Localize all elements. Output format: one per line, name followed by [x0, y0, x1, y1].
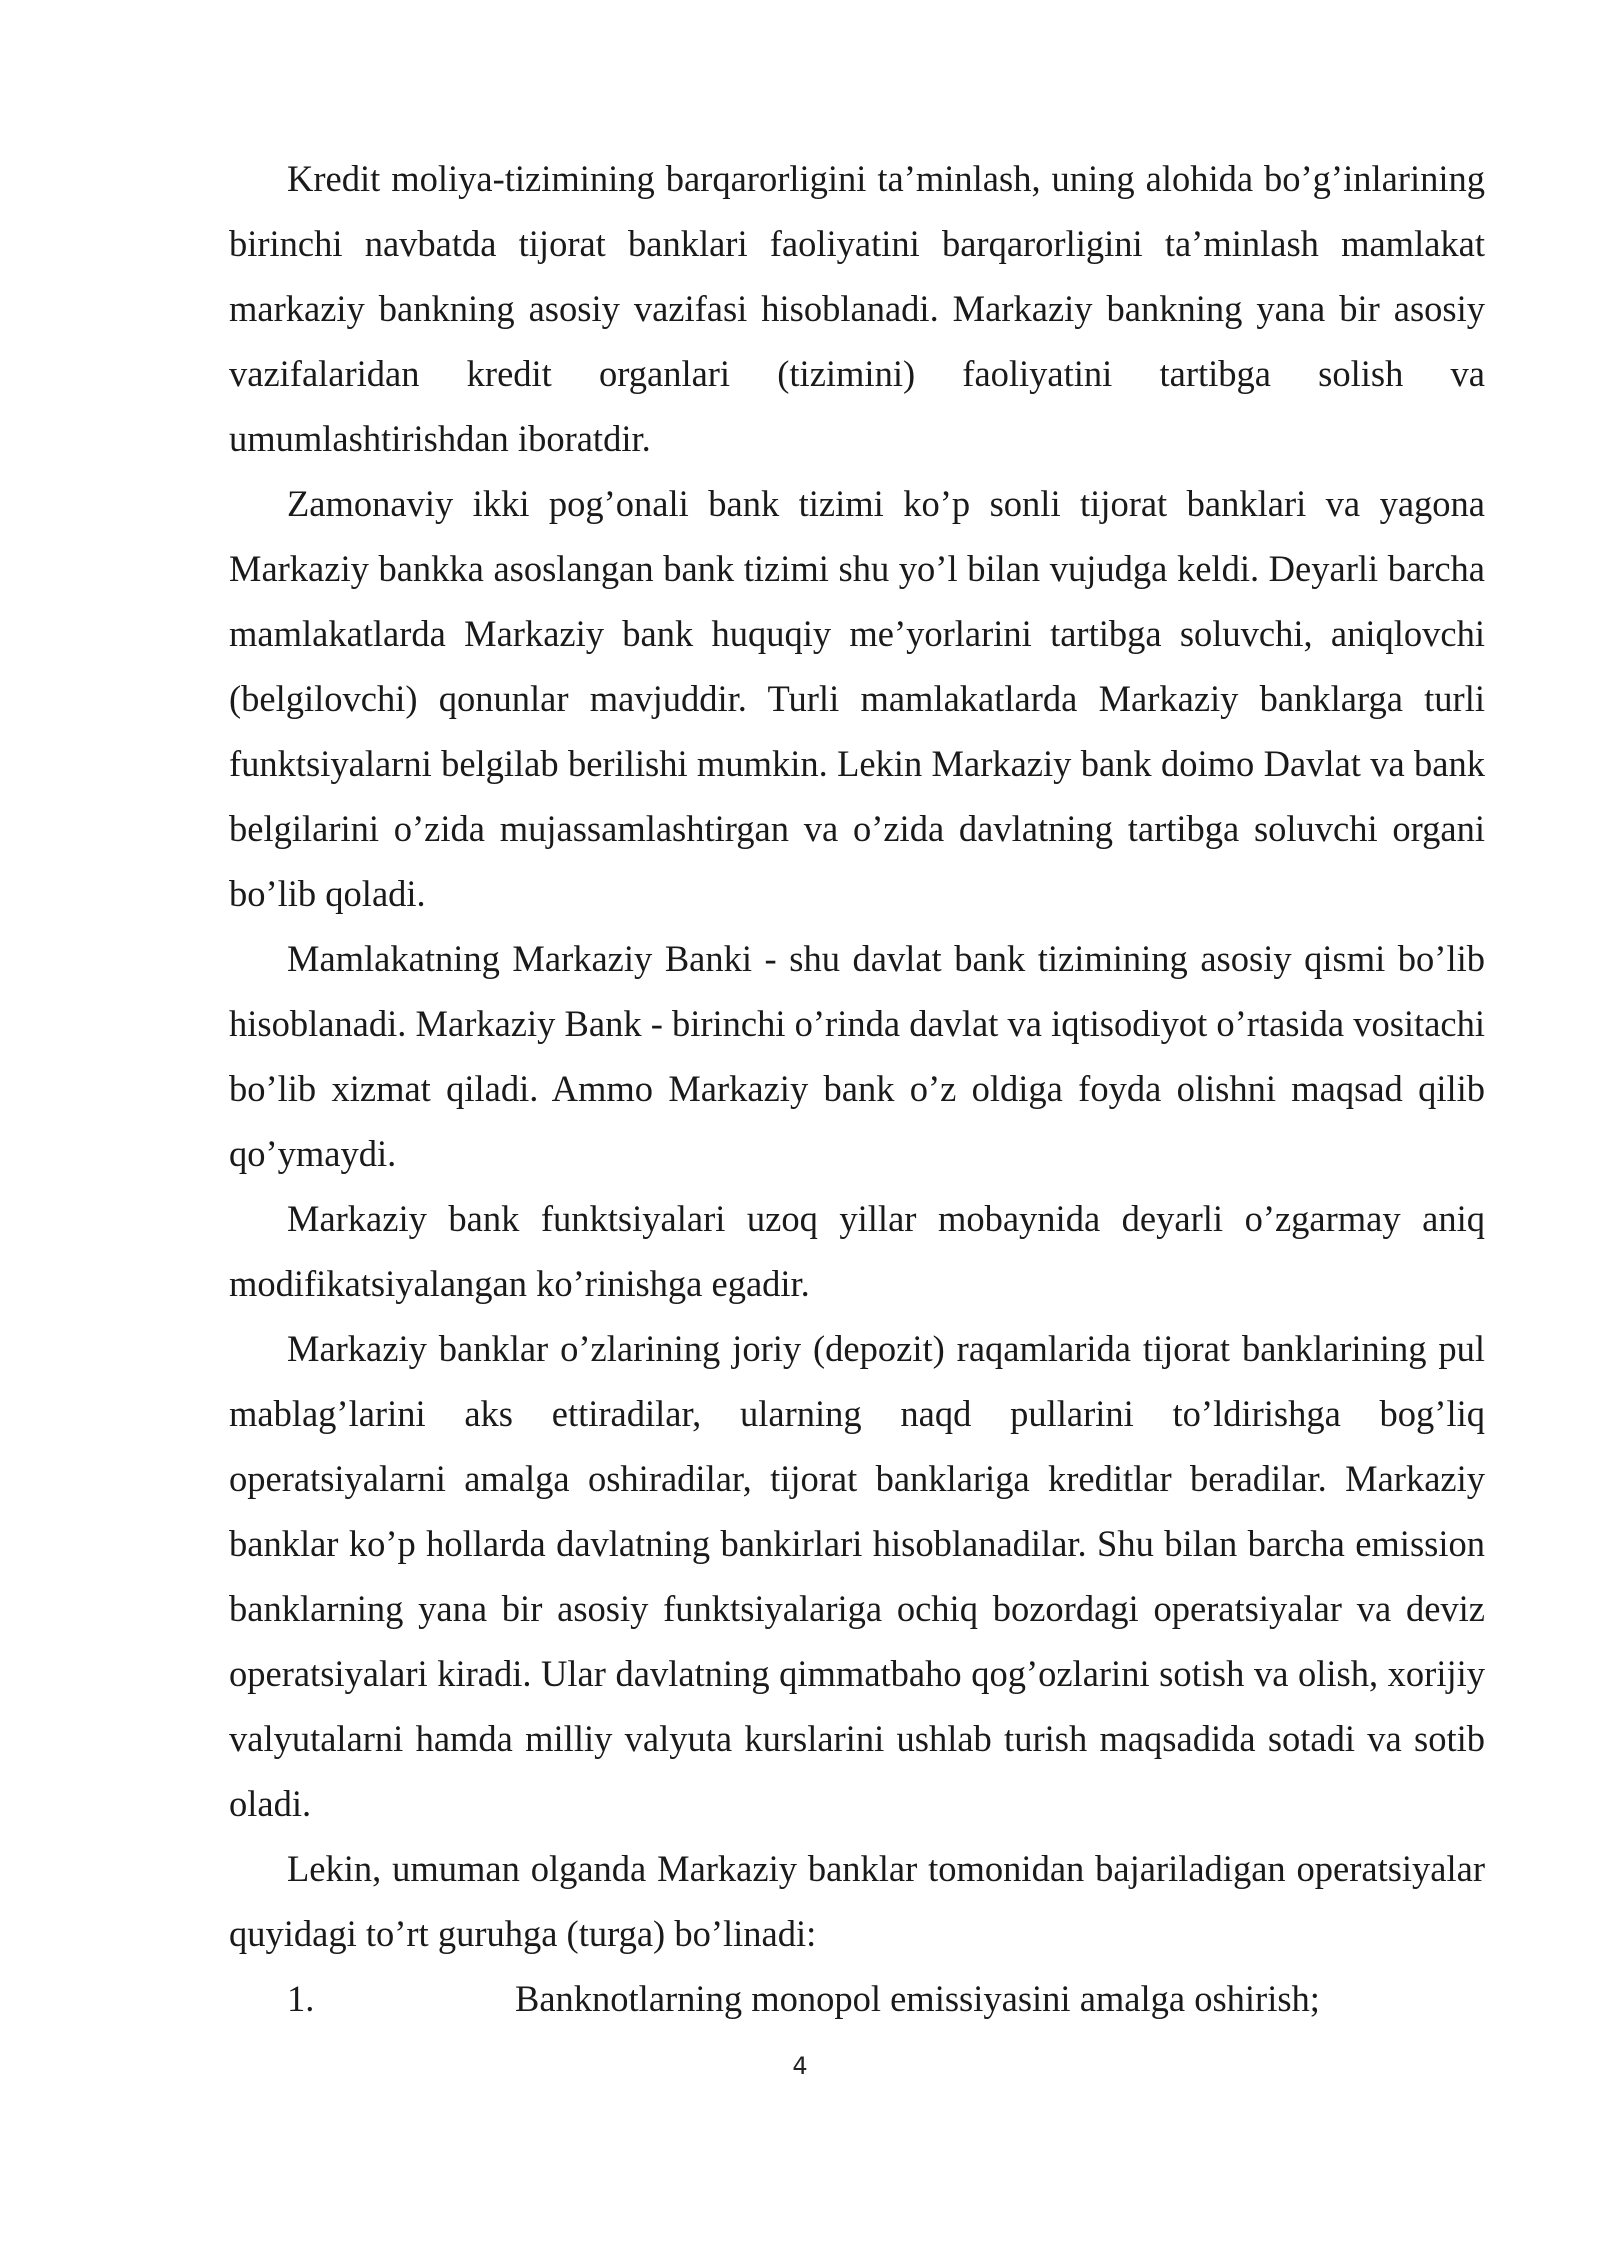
document-body	[229, 146, 1485, 2031]
paragraph-1: Kredit moliya-tizimining barqarorligini ta’minlash, uning alohida bo’g’inlarining birinchi navbatda tijorat banklari faoliyatini barqarorligini ta’minlash mamlakat markaziy bankning asosiy vazifasi hisoblanadi. Markaziy bankning yana bir asosiy vazifalaridan kredit organlari (tizimini) faoliyatini tartibga solish va umumlashtirishdan iboratdir.	[229, 158, 1485, 459]
page-number: 4	[792, 2052, 808, 2080]
paragraph-3: Mamlakatning Markaziy Banki - shu davlat bank tizimining asosiy qismi bo’lib hisoblanadi. Markaziy Bank - birinchi o’rinda davlat va iqtisodiyot o’rtasida vositachi bo’lib xizmat qiladi. Ammo Markaziy bank o’z oldiga foyda olishni maqsad qilib qo’ymaydi.	[229, 938, 1485, 1174]
paragraph-5: Markaziy banklar o’zlarining joriy (depozit) raqamlarida tijorat banklarining pul mablag’larini aks ettiradilar, ularning naqd pullarini to’ldirishga bog’liq operatsiyalarni amalga oshiradilar, tijorat banklariga kreditlar beradilar. Markaziy banklar ko’p hollarda davlatning bankirlari hisoblanadilar. Shu bilan barcha emission banklarning yana bir asosiy funktsiyalariga ochiq bozordagi operatsiyalar va deviz operatsiyalari kiradi. Ular davlatning qimmatbaho qog’ozlarini sotish va olish, xorijiy valyutalarni hamda milliy valyuta kurslarini ushlab turish maqsadida sotadi va sotib oladi.	[229, 1328, 1485, 1824]
list-item-text: Banknotlarning monopol emissiyasini amalga oshirish;	[515, 1978, 1320, 2019]
paragraph-2: Zamonaviy ikki pog’onali bank tizimi ko’p sonli tijorat banklari va yagona Markaziy bankka asoslangan bank tizimi shu yo’l bilan vujudga keldi. Deyarli barcha mamlakatlarda Markaziy bank huquqiy me’yorlarini tartibga soluvchi, aniqlovchi (belgilovchi) qonunlar mavjuddir. Turli mamlakatlarda Markaziy banklarga turli funktsiyalarni belgilab berilishi mumkin. Lekin Markaziy bank doimo Davlat va bank belgilarini o’zida mujassamlashtirgan va o’zida davlatning tartibga soluvchi organi bo’lib qoladi.	[229, 483, 1485, 914]
paragraph-4: Markaziy bank funktsiyalari uzoq yillar mobaynida deyarli o’zgarmay aniq modifikatsiyalangan ko’rinishga egadir.	[229, 1198, 1485, 1304]
list-item	[229, 1966, 1485, 2031]
paragraph-6: Lekin, umuman olganda Markaziy banklar tomonidan bajariladigan operatsiyalar quyidagi to’rt guruhga (turga) bo’linadi:	[229, 1848, 1485, 1954]
list-item-number: 1.	[287, 1978, 315, 2019]
